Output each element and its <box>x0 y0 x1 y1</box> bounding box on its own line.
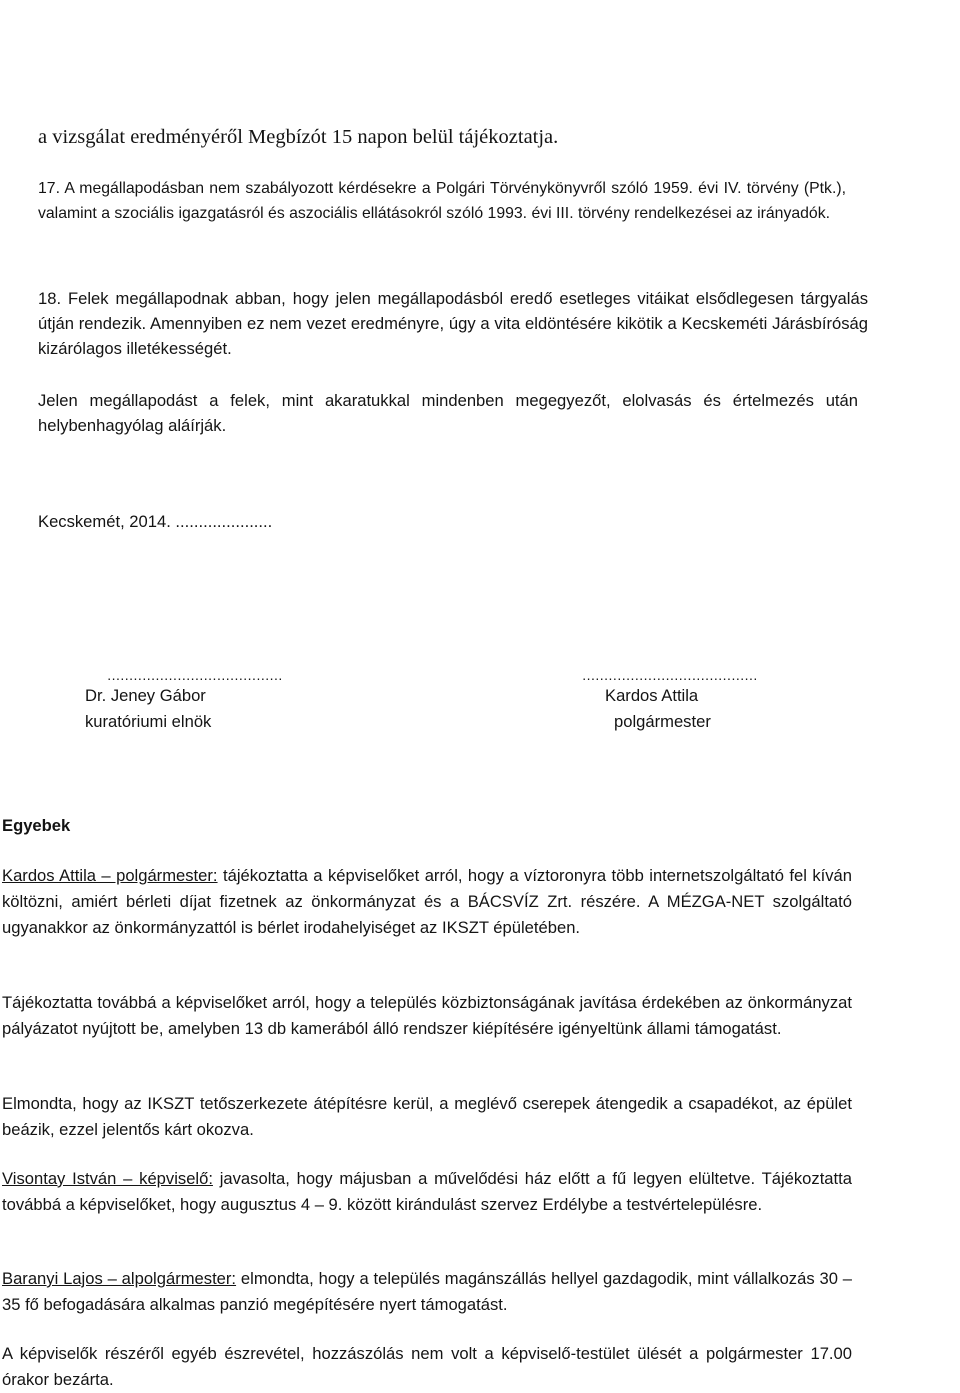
paragraph-security: Tájékoztatta továbbá a képviselőket arról, hogy a település közbiztonságának javítása érdekében az önkormányzat pályázatot nyújtott be, amelyben 13 db kamerából álló rendszer kiépítésére igényeltünk állami támogatást. <box>2 993 852 1038</box>
signature-right <box>530 667 810 735</box>
entry-deputy-mayor <box>2 1266 852 1318</box>
paragraph-roof: Elmondta, hogy az IKSZT tetőszerkezete átépítésre kerül, a meglévő cserepek átengedik a csapadékot, az épület beázik, ezzel jelentős kárt okozva. <box>2 1094 852 1139</box>
section-title: Egyebek <box>2 816 71 835</box>
entry-mayor <box>2 863 852 941</box>
speaker-mayor: Kardos Attila – polgármester: <box>2 866 218 885</box>
paragraph-continuation: a vizsgálat eredményéről Megbízót 15 napon belül tájékoztatja. <box>38 126 559 148</box>
entry-representative <box>2 1166 852 1218</box>
signature-line-right: ........................................ <box>582 667 758 683</box>
signer-title-right: polgármester <box>614 712 711 731</box>
closing-paragraph: Jelen megállapodást a felek, mint akaratukkal mindenben megegyezőt, elolvasás és értelmezés után helybenhagyólag aláírják. <box>38 391 858 435</box>
entry-representative-text: javasolta, hogy májusban a művelődési ház előtt a fű legyen elültetve. Tájékoztatta továbbá a képviselőket, hogy augusztus 4 – 9. között kirándulást szervez Erdélybe a testvértelepülésre. <box>2 1169 852 1214</box>
signer-title-left: kuratóriumi elnök <box>85 712 212 731</box>
entry-deputy-mayor-text: elmondta, hogy a település magánszállás hellyel gazdagodik, mint vállalkozás 30 – 35 fő befogadására alkalmas panzió megépítésére nyert támogatást. <box>2 1269 853 1314</box>
paragraph-17: 17. A megállapodásban nem szabályozott kérdésekre a Polgári Törvénykönyvről szóló 1959. évi IV. törvény (Ptk.), valamint a szociális igazgatásról és aszociális ellátásokról szóló 1993. évi III. törvény rendelkezései az irányadók. <box>38 180 846 222</box>
signature-left <box>60 667 330 735</box>
place-date: Kecskemét, 2014. ..................... <box>38 512 273 531</box>
signer-name-right: Kardos Attila <box>605 686 699 705</box>
entry-mayor-text: tájékoztatta a képviselőket arról, hogy a víztoronyra több internetszolgáltató fel kíván költözni, amiért bérleti díjat fizetnek az önkormányzat és a BÁCSVÍZ Zrt. részére. A MÉZGA-NET szolgáltató ugyanakkor az önkormányzattól is bérlet irodahelyiséget az IKSZT épületében. <box>2 866 852 937</box>
paragraph-closing-session: A képviselők részéről egyéb észrevétel, hozzászólás nem volt a képviselő-testület ülését a polgármester 17.00 órakor bezárta. <box>2 1344 852 1389</box>
paragraph-18: 18. Felek megállapodnak abban, hogy jelen megállapodásból eredő esetleges vitáikat elsődlegesen tárgyalás útján rendezik. Amennyiben ez nem vezet eredményre, úgy a vita eldöntésére kikötik a Kecskeméti Járásbíróság kizárólagos illetékességét. <box>38 289 868 358</box>
speaker-deputy-mayor: Baranyi Lajos – alpolgármester: <box>2 1269 237 1288</box>
signature-line-left: ........................................ <box>107 667 283 683</box>
signer-name-left: Dr. Jeney Gábor <box>85 686 206 705</box>
speaker-representative: Visontay István – képviselő: <box>2 1169 213 1188</box>
